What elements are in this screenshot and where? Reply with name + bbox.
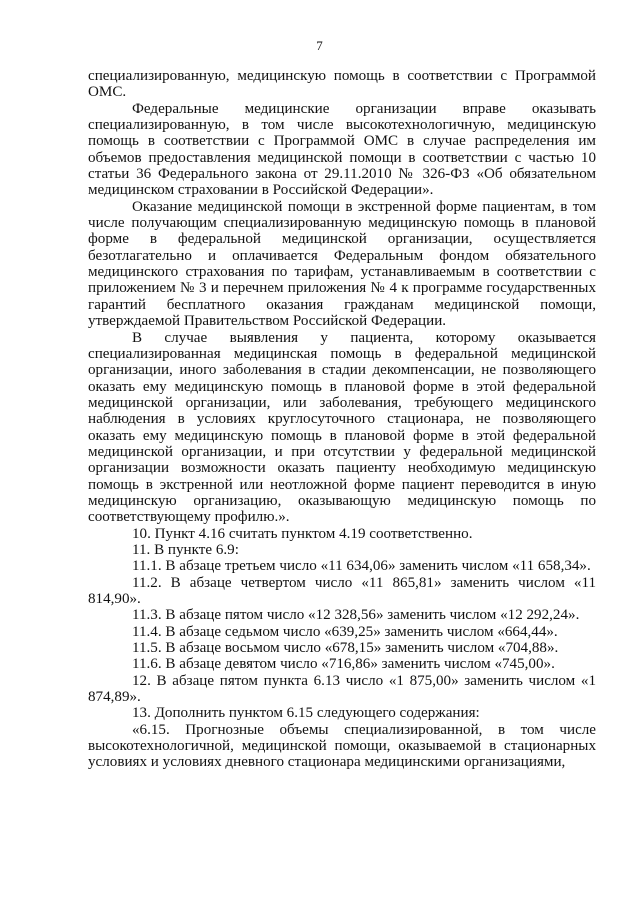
- page-number: 7: [316, 38, 323, 53]
- paragraph-continuation: специализированную, медицинскую помощь в соответствии с Программой ОМС.: [88, 68, 596, 101]
- item-11-1: 11.1. В абзаце третьем число «11 634,06» заменить числом «11 658,34».: [132, 558, 591, 575]
- item-11: 11. В пункте 6.9:: [132, 541, 239, 558]
- item-6-15: «6.15. Прогнозные объемы специализированной, в том числе высокотехнологичной, медицинской помощи, оказываемой в стационарных условиях и условиях дневного стационара медицинскими организациями,: [88, 721, 596, 771]
- item-12: 12. В абзаце пятом пункта 6.13 число «1 875,00» заменить числом «1 874,89».: [88, 672, 596, 706]
- item-11-5: 11.5. В абзаце восьмом число «678,15» заменить числом «704,88».: [132, 640, 559, 657]
- item-13: 13. Дополнить пунктом 6.15 следующего содержания:: [132, 705, 480, 722]
- paragraph-patient-transfer: В случае выявления у пациента, которому оказывается специализированная медицинская помощь в федеральной медицинской организации, иного заболевания в стадии декомпенсации, не позволяющего оказать ему медицинскую помощь в плановой форме в этой федеральной медицинской организации, или заболевания, требующего медицинского наблюдения в условиях круглосуточного стационара, не позволяющего оказать ему медицинскую помощь в плановой форме в этой федеральной медицинской организации, и при отсутствии у федеральной медицинской организации возможности оказать пациенту необходимую медицинскую помощь в экстренной или неотложной форме пациент переводится в иную медицинскую организацию, оказывающую медицинскую помощь по соответствующему профилю.».: [88, 329, 596, 526]
- paragraph-federal-organizations: Федеральные медицинские организации вправе оказывать специализированную, в том числе высокотехнологичную, медицинскую помощь в соответствии с Программой ОМС в случае распределения им объемов предоставления медицинской помощи в соответствии с частью 10 статьи 36 Федерального закона от 29.11.2010 № 326-ФЗ «Об обязательном медицинском страховании в Российской Федерации».: [88, 100, 596, 199]
- item-10: 10. Пункт 4.16 считать пунктом 4.19 соответственно.: [132, 525, 473, 542]
- paragraph-emergency-care: Оказание медицинской помощи в экстренной форме пациентам, в том числе получающим специализированную медицинскую помощь в плановой форме в федеральной медицинской организации, осуществляется безотлагательно и оплачивается Федеральным фондом обязательного медицинского страхования по тарифам, устанавливаемым в соответствии с приложением № 3 и перечнем приложения № 4 к программе государственных гарантий бесплатного оказания гражданам медицинской помощи, утверждаемой Правительством Российской Федерации.: [88, 198, 596, 330]
- item-11-4: 11.4. В абзаце седьмом число «639,25» заменить числом «664,44».: [132, 623, 558, 640]
- item-11-3: 11.3. В абзаце пятом число «12 328,56» заменить числом «12 292,24».: [132, 607, 580, 624]
- item-11-2: 11.2. В абзаце четвертом число «11 865,81» заменить числом «11 814,90».: [88, 574, 596, 607]
- item-11-6: 11.6. В абзаце девятом число «716,86» заменить числом «745,00».: [132, 656, 555, 673]
- document-body: [88, 68, 596, 771]
